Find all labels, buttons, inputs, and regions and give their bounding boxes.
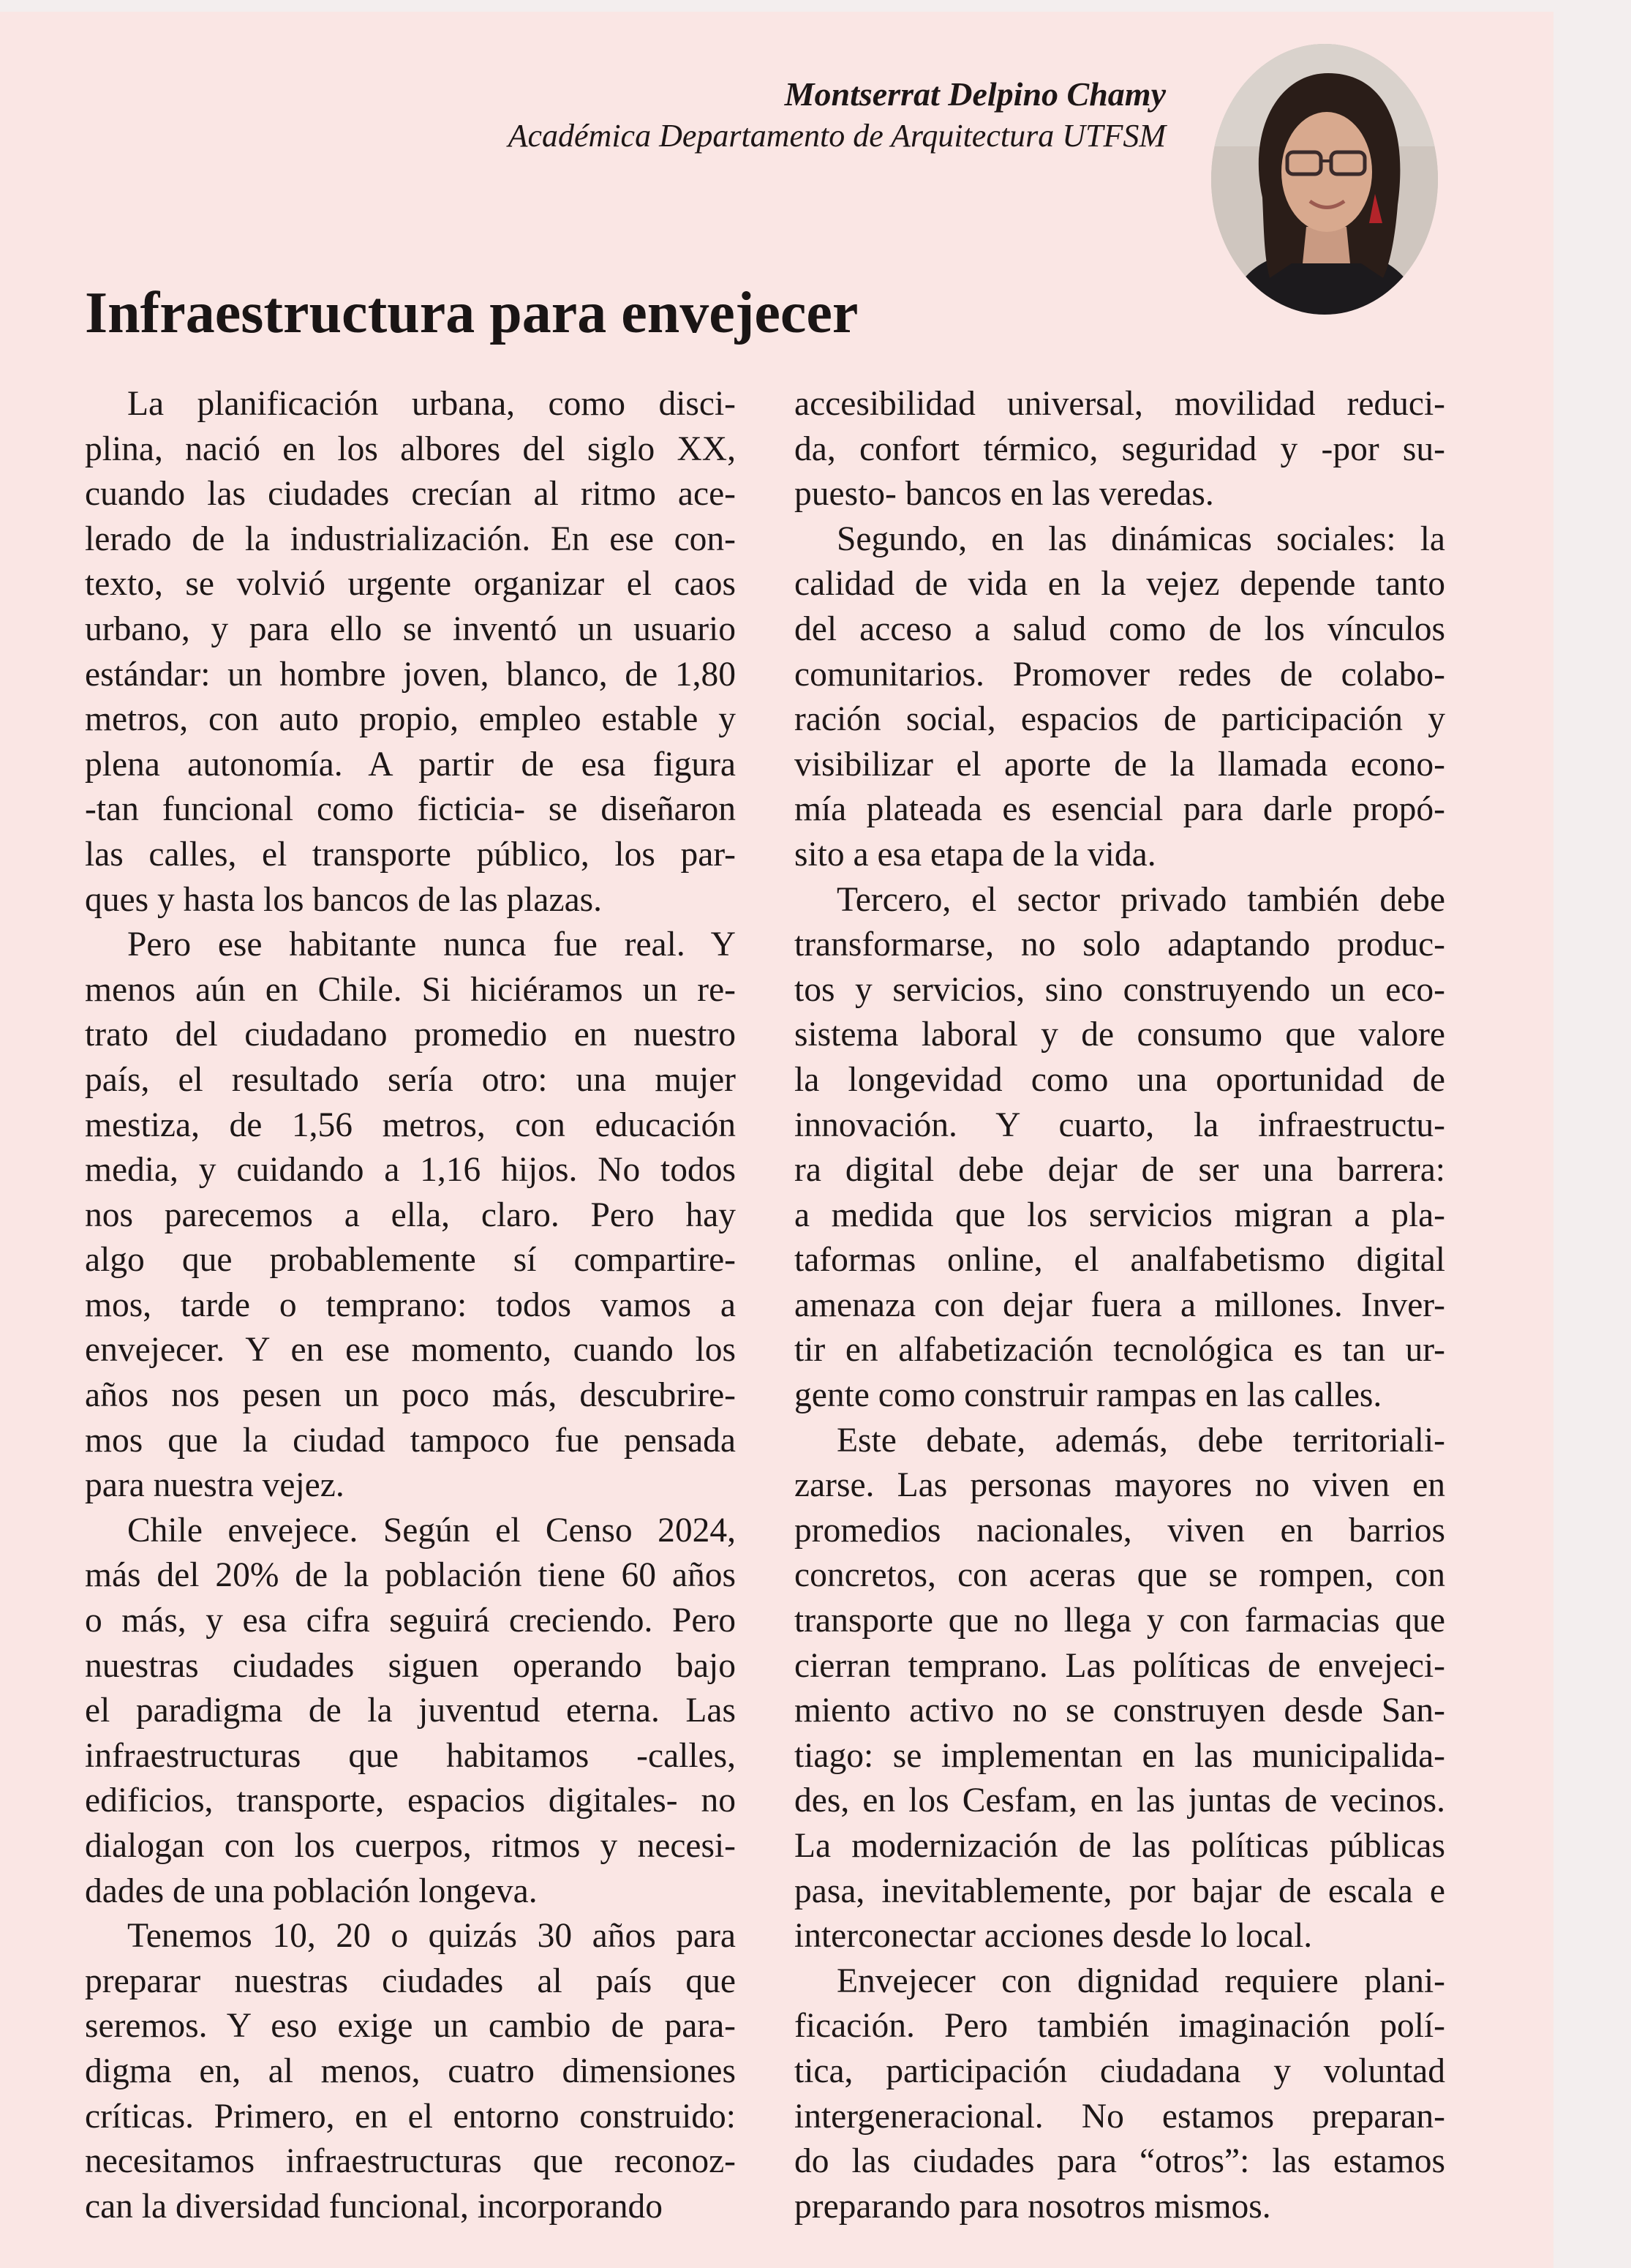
text-line: tos y servicios, sino construyendo un eco- <box>794 970 1445 1009</box>
text-line: zarse. Las personas mayores no viven en <box>794 1466 1445 1505</box>
text-line: el paradigma de la juventud eterna. Las <box>85 1691 736 1730</box>
text-line: da, confort térmico, seguridad y -por su- <box>794 429 1445 468</box>
page <box>0 12 1553 2268</box>
text-line: concretos, con aceras que se rompen, con <box>794 1556 1445 1595</box>
text-line: tica, participación ciudadana y voluntad <box>794 2051 1445 2090</box>
text-line: nos parecemos a ella, claro. Pero hay <box>85 1195 736 1234</box>
text-line: país, el resultado sería otro: una mujer <box>85 1060 736 1099</box>
text-line: urbano, y para ello se inventó un usuario <box>85 609 736 648</box>
text-line: ficación. Pero también imaginación polí- <box>794 2007 1445 2046</box>
text-line: accesibilidad universal, movilidad reduci- <box>794 385 1445 423</box>
text-line: necesitamos infraestructuras que reconoz- <box>85 2142 736 2181</box>
text-line: des, en los Cesfam, en las juntas de vecinos. <box>794 1781 1445 1820</box>
text-line: críticas. Primero, en el entorno construido: <box>85 2097 736 2136</box>
text-line: transporte que no llega y con farmacias que <box>794 1602 1445 1640</box>
paragraph <box>794 382 1445 517</box>
text-line: ra digital debe dejar de ser una barrera: <box>794 1151 1445 1190</box>
text-line: Tenemos 10, 20 o quizás 30 años para <box>127 1917 736 1956</box>
text-line: tiago: se implementan en las municipalida- <box>794 1736 1445 1775</box>
text-line: ración social, espacios de participación y <box>794 700 1445 739</box>
text-line: estándar: un hombre joven, blanco, de 1,80 <box>85 655 736 694</box>
text-line: tir en alfabetización tecnológica es tan ur- <box>794 1331 1445 1370</box>
text-line: a medida que los servicios migran a pla- <box>794 1195 1445 1234</box>
text-line: plena autonomía. A partir de esa figura <box>85 745 736 784</box>
text-line: Pero ese habitante nunca fue real. Y <box>127 925 736 964</box>
text-line: edificios, transporte, espacios digitales- no <box>85 1781 736 1820</box>
text-line: mía plateada es esencial para darle propó- <box>794 790 1445 829</box>
paragraph <box>794 878 1445 1419</box>
text-line: promedios nacionales, viven en barrios <box>794 1511 1445 1550</box>
paragraph <box>794 1959 1445 2230</box>
paragraph <box>85 1914 736 2229</box>
paragraph <box>794 1419 1445 1959</box>
text-line: las calles, el transporte público, los par- <box>85 835 736 874</box>
text-line: can la diversidad funcional, incorporando <box>85 2187 663 2226</box>
text-line: intergeneracional. No estamos preparan- <box>794 2097 1445 2136</box>
author-photo <box>1211 44 1438 315</box>
text-line: dialogan con los cuerpos, ritmos y necesi- <box>85 1827 736 1865</box>
text-line: del acceso a salud como de los vínculos <box>794 609 1445 648</box>
text-line: do las ciudades para “otros”: las estamos <box>794 2142 1445 2181</box>
text-line: mos que la ciudad tampoco fue pensada <box>85 1421 736 1460</box>
text-line: Este debate, además, debe territoriali- <box>837 1421 1445 1460</box>
text-line: digma en, al menos, cuatro dimensiones <box>85 2051 736 2090</box>
article-title: Infraestructura para envejecer <box>85 281 859 345</box>
text-line: la longevidad como una oportunidad de <box>794 1060 1445 1099</box>
text-line: gente como construir rampas en las calles. <box>794 1376 1382 1415</box>
text-line: La planificación urbana, como disci- <box>127 385 736 423</box>
text-line: Chile envejece. Según el Censo 2024, <box>127 1511 736 1550</box>
text-line: seremos. Y eso exige un cambio de para- <box>85 2007 736 2046</box>
text-line: calidad de vida en la vejez depende tanto <box>794 565 1445 604</box>
text-line: cierran temprano. Las políticas de envejeci- <box>794 1646 1445 1685</box>
text-line: menos aún en Chile. Si hiciéramos un re- <box>85 970 736 1009</box>
paragraph <box>85 1509 736 1914</box>
text-line: puesto- bancos en las veredas. <box>794 475 1214 514</box>
text-line: o más, y esa cifra seguirá creciendo. Pero <box>85 1602 736 1640</box>
text-line: sistema laboral y de consumo que valore <box>794 1015 1445 1054</box>
text-line: más del 20% de la población tiene 60 años <box>85 1556 736 1595</box>
text-line: miento activo no se construyen desde San- <box>794 1691 1445 1730</box>
text-line: cuando las ciudades crecían al ritmo ace- <box>85 475 736 514</box>
text-line: comunitarios. Promover redes de colabo- <box>794 655 1445 694</box>
text-line: sito a esa etapa de la vida. <box>794 835 1156 874</box>
text-line: -tan funcional como ficticia- se diseñaron <box>85 790 736 829</box>
paragraph <box>85 923 736 1509</box>
text-line: ques y hasta los bancos de las plazas. <box>85 880 603 919</box>
text-line: Tercero, el sector privado también debe <box>837 880 1445 919</box>
text-line: dades de una población longeva. <box>85 1871 538 1910</box>
text-line: años nos pesen un poco más, descubrire- <box>85 1376 736 1415</box>
author-block <box>508 73 1166 157</box>
text-line: metros, con auto propio, empleo estable y <box>85 700 736 739</box>
text-line: mestiza, de 1,56 metros, con educación <box>85 1105 736 1144</box>
text-line: texto, se volvió urgente organizar el caos <box>85 565 736 604</box>
text-line: envejecer. Y en ese momento, cuando los <box>85 1331 736 1370</box>
paragraph <box>85 382 736 923</box>
text-line: Envejecer con dignidad requiere plani- <box>837 1961 1445 2000</box>
text-line: visibilizar el aporte de la llamada econo- <box>794 745 1445 784</box>
text-line: mos, tarde o temprano: todos vamos a <box>85 1285 736 1324</box>
text-line: amenaza con dejar fuera a millones. Inver- <box>794 1285 1445 1324</box>
right-column <box>794 382 1445 2229</box>
author-role: Académica Departamento de Arquitectura UTFSM <box>508 118 1166 154</box>
text-line: para nuestra vejez. <box>85 1466 344 1505</box>
text-line: pasa, inevitablemente, por bajar de escala e <box>794 1871 1445 1910</box>
text-line: preparando para nosotros mismos. <box>794 2187 1271 2226</box>
text-line: media, y cuidando a 1,16 hijos. No todos <box>85 1151 736 1190</box>
text-line: lerado de la industrialización. En ese con- <box>85 519 736 558</box>
text-line: Segundo, en las dinámicas sociales: la <box>837 519 1445 558</box>
text-line: plina, nació en los albores del siglo XX, <box>85 429 736 468</box>
text-line: nuestras ciudades siguen operando bajo <box>85 1646 736 1685</box>
text-line: trato del ciudadano promedio en nuestro <box>85 1015 736 1054</box>
text-line: La modernización de las políticas públicas <box>794 1827 1445 1865</box>
text-line: infraestructuras que habitamos -calles, <box>85 1736 736 1775</box>
left-column <box>85 382 736 2229</box>
text-line: innovación. Y cuarto, la infraestructu- <box>794 1105 1445 1144</box>
text-line: taformas online, el analfabetismo digital <box>794 1241 1445 1280</box>
text-line: interconectar acciones desde lo local. <box>794 1917 1313 1956</box>
text-line: algo que probablemente sí compartire- <box>85 1241 736 1280</box>
text-line: transformarse, no solo adaptando produc- <box>794 925 1445 964</box>
text-line: preparar nuestras ciudades al país que <box>85 1961 736 2000</box>
paragraph <box>794 517 1445 878</box>
author-name: Montserrat Delpino Chamy <box>784 75 1166 113</box>
